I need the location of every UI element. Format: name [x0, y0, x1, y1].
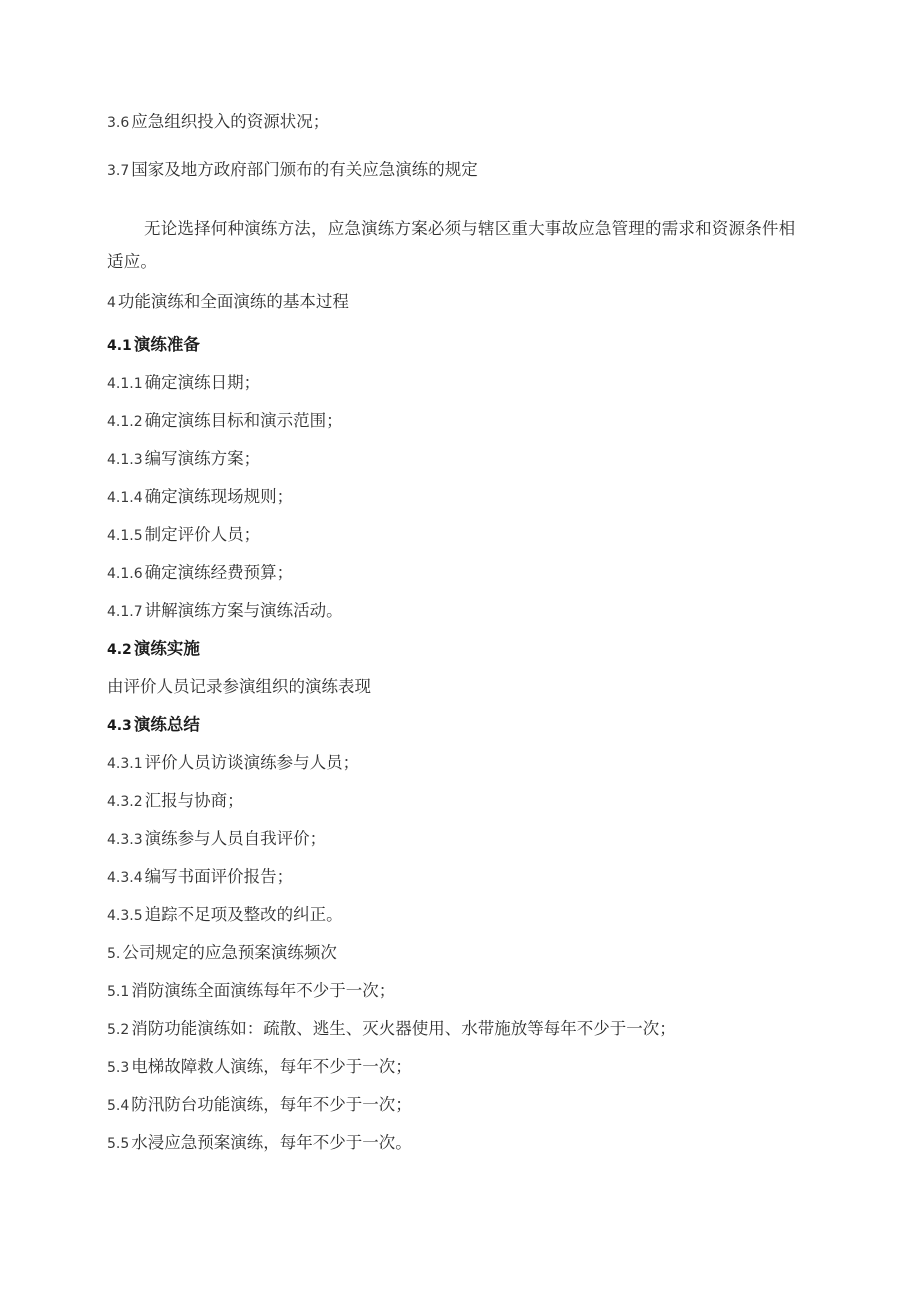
item-text: 演练参与人员自我评价；	[144, 829, 327, 848]
heading-text: 演练总结	[133, 715, 200, 734]
item-4-3-3	[107, 828, 326, 851]
item-4-1-6	[107, 562, 293, 585]
heading-number: 4.2	[107, 642, 132, 658]
item-text: 消防功能演练如：疏散、逃生、灭火器使用、水带施放等每年不少于一次；	[131, 1019, 676, 1038]
section-4-2-body: 由评价人员记录参演组织的演练表现	[107, 677, 371, 696]
item-number: 5.2	[107, 1022, 130, 1038]
item-number: 4.1.5	[107, 528, 143, 544]
item-number: 4.1.3	[107, 452, 143, 468]
item-number: 5.1	[107, 984, 130, 1000]
item-number: 4.1.6	[107, 566, 143, 582]
item-text: 消防演练全面演练每年不少于一次；	[131, 981, 396, 1000]
item-4-1-5	[107, 524, 260, 547]
item-3-7	[107, 159, 478, 182]
item-text: 编写演练方案；	[144, 449, 261, 468]
section-5-heading	[107, 942, 337, 965]
heading-text: 公司规定的应急预案演练频次	[122, 943, 337, 962]
heading-text: 演练实施	[133, 639, 200, 658]
item-5-2	[107, 1018, 676, 1041]
item-4-3-2	[107, 790, 244, 813]
item-3-6	[107, 111, 329, 134]
section-4-3-heading	[107, 714, 200, 737]
item-4-3-5	[107, 904, 343, 927]
item-number: 3.6	[107, 115, 130, 131]
item-number: 4.3.3	[107, 832, 143, 848]
item-number: 5.5	[107, 1136, 130, 1152]
item-5-4	[107, 1094, 412, 1117]
item-text: 编写书面评价报告；	[144, 867, 294, 886]
item-text: 防汛防台功能演练，每年不少于一次；	[131, 1095, 412, 1114]
item-4-1-4	[107, 486, 293, 509]
item-number: 3.7	[107, 163, 130, 179]
item-text: 评价人员访谈演练参与人员；	[144, 753, 360, 772]
item-4-1-3	[107, 448, 260, 471]
item-number: 5.4	[107, 1098, 130, 1114]
item-4-1-2	[107, 410, 343, 433]
item-4-3-4	[107, 866, 293, 889]
item-text: 确定演练现场规则；	[144, 487, 294, 506]
item-text: 国家及地方政府部门颁布的有关应急演练的规定	[131, 160, 478, 179]
item-5-1	[107, 980, 395, 1003]
item-text: 确定演练日期；	[144, 373, 261, 392]
item-5-5	[107, 1132, 412, 1155]
item-number: 4.1.7	[107, 604, 143, 620]
item-number: 4.3.5	[107, 908, 143, 924]
item-number: 5.3	[107, 1060, 130, 1076]
item-text: 追踪不足项及整改的纠正。	[144, 905, 343, 924]
heading-number: 5.	[107, 946, 121, 962]
item-4-3-1	[107, 752, 359, 775]
heading-number: 4	[107, 295, 116, 311]
item-number: 4.1.1	[107, 376, 143, 392]
heading-number: 4.3	[107, 718, 132, 734]
item-4-1-7	[107, 600, 343, 623]
section-4-2-heading	[107, 638, 200, 661]
item-number: 4.3.1	[107, 756, 143, 772]
heading-number: 4.1	[107, 338, 132, 354]
heading-text: 功能演练和全面演练的基本过程	[117, 292, 349, 311]
item-text: 确定演练经费预算；	[144, 563, 294, 582]
item-number: 4.1.2	[107, 414, 143, 430]
item-number: 4.3.2	[107, 794, 143, 810]
item-4-1-1	[107, 372, 260, 395]
item-number: 4.3.4	[107, 870, 143, 886]
section-4-heading	[107, 291, 349, 314]
item-text: 应急组织投入的资源状况；	[131, 112, 330, 131]
heading-text: 演练准备	[133, 335, 200, 354]
item-text: 讲解演练方案与演练活动。	[144, 601, 343, 620]
section-4-1-heading	[107, 334, 200, 357]
item-text: 制定评价人员；	[144, 525, 261, 544]
item-number: 4.1.4	[107, 490, 143, 506]
item-text: 电梯故障救人演练，每年不少于一次；	[131, 1057, 412, 1076]
body-paragraph: 无论选择何种演练方法，应急演练方案必须与辖区重大事故应急管理的需求和资源条件相适应。	[107, 219, 796, 271]
item-5-3	[107, 1056, 412, 1079]
item-text: 水浸应急预案演练，每年不少于一次。	[131, 1133, 412, 1152]
item-text: 汇报与协商；	[144, 791, 244, 810]
item-text: 确定演练目标和演示范围；	[144, 411, 343, 430]
